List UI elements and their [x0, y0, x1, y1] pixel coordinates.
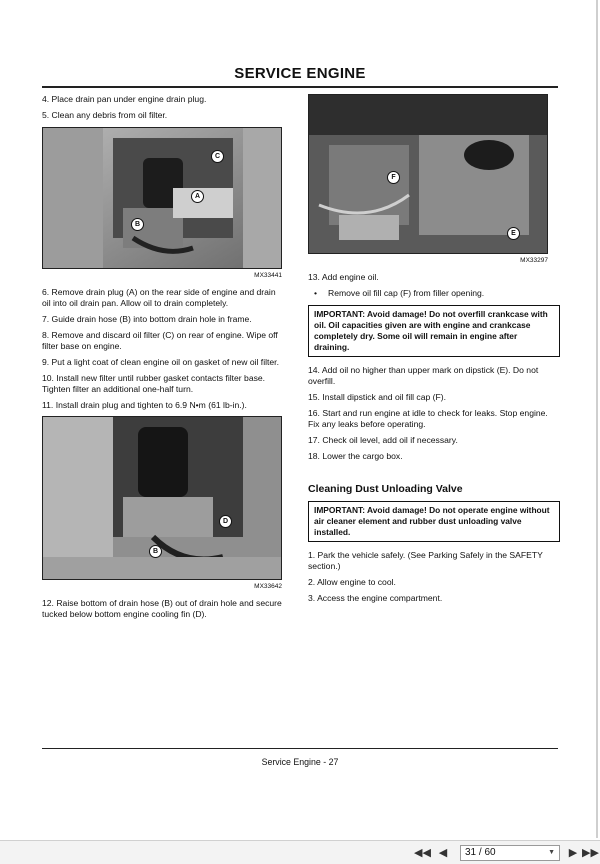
step-4: 4. Place drain pan under engine drain plug. — [42, 94, 207, 104]
page-number-field[interactable] — [460, 845, 560, 861]
callout-c: C — [211, 150, 224, 163]
step-16: 16. Start and run engine at idle to check for leaks. Stop engine. Fix any leaks before operating. — [308, 408, 548, 429]
callout-e: E — [507, 227, 520, 240]
callout-b2: B — [149, 545, 162, 558]
last-page-icon[interactable]: ▶▶ — [582, 847, 599, 859]
step-14: 14. Add oil no higher than upper mark on dipstick (E). Do not overfill. — [308, 365, 539, 386]
footer-rule — [42, 748, 558, 749]
photo-oil-filter — [42, 127, 282, 269]
photo-oil-filter-image — [43, 128, 282, 269]
step-17: 17. Check oil level, add oil if necessary. — [308, 435, 458, 445]
page-title: SERVICE ENGINE — [234, 65, 366, 82]
step-15: 15. Install dipstick and oil fill cap (F). — [308, 392, 447, 402]
callout-f: F — [387, 171, 400, 184]
viewer-toolbar — [0, 840, 600, 864]
prev-page-icon[interactable]: ◀ — [438, 847, 448, 859]
step-13: 13. Add engine oil. — [308, 272, 379, 282]
important-notice-air-cleaner: IMPORTANT: Avoid damage! Do not operate engine without air cleaner element and rubber dust unloading valve installed. — [308, 501, 560, 542]
page-indicator: 31 / 60 — [465, 847, 496, 858]
photo-engine-top — [308, 94, 548, 254]
callout-a: A — [191, 190, 204, 203]
important-notice-overfill: IMPORTANT: Avoid damage! Do not overfill crankcase with oil. Oil capacities given are with engine and crankcase completely dry. Some oil will remain in engine after draining. — [308, 305, 560, 357]
step-9: 9. Put a light coat of clean engine oil on gasket of new oil filter. — [42, 357, 279, 367]
section-step-2: 2. Allow engine to cool. — [308, 577, 396, 587]
step-7: 7. Guide drain hose (B) into bottom drain hole in frame. — [42, 314, 252, 324]
photo-caption: MX33642 — [254, 583, 282, 590]
step-11: 11. Install drain plug and tighten to 6.9 N•m (61 lb-in.). — [42, 400, 247, 410]
section-step-1: 1. Park the vehicle safely. (See Parking Safely in the SAFETY section.) — [308, 550, 543, 571]
step-10: 10. Install new filter until rubber gasket contacts filter base. Tighten filter an additional one-half turn. — [42, 373, 266, 394]
bullet-remove-fill-cap: • Remove oil fill cap (F) from filler opening. — [318, 288, 560, 299]
step-12: 12. Raise bottom of drain hose (B) out of drain hole and secure tucked below bottom engine cooling fin (D). — [42, 598, 282, 619]
step-18: 18. Lower the cargo box. — [308, 451, 403, 461]
page-footer: Service Engine - 27 — [261, 757, 339, 767]
next-page-icon[interactable]: ▶ — [568, 847, 578, 859]
photo-caption: MX33297 — [520, 257, 548, 264]
section-step-3: 3. Access the engine compartment. — [308, 593, 443, 603]
right-column — [308, 94, 560, 609]
first-page-icon[interactable]: ◀◀ — [414, 847, 431, 859]
photo-drain-hose — [42, 416, 282, 580]
callout-b: B — [131, 218, 144, 231]
step-6: 6. Remove drain plug (A) on the rear side of engine and drain oil into oil drain pan. Allow oil to drain completely. — [42, 287, 276, 308]
photo-caption: MX33441 — [254, 272, 282, 279]
section-heading: Cleaning Dust Unloading Valve — [308, 483, 463, 495]
header-rule — [42, 86, 558, 88]
callout-d: D — [219, 515, 232, 528]
left-column — [42, 94, 286, 625]
step-5: 5. Clean any debris from oil filter. — [42, 110, 168, 120]
step-8: 8. Remove and discard oil filter (C) on rear of engine. Wipe off filter base on engine. — [42, 330, 278, 351]
dropdown-icon[interactable]: ▼ — [548, 849, 555, 856]
photo-drain-hose-image — [43, 417, 282, 580]
